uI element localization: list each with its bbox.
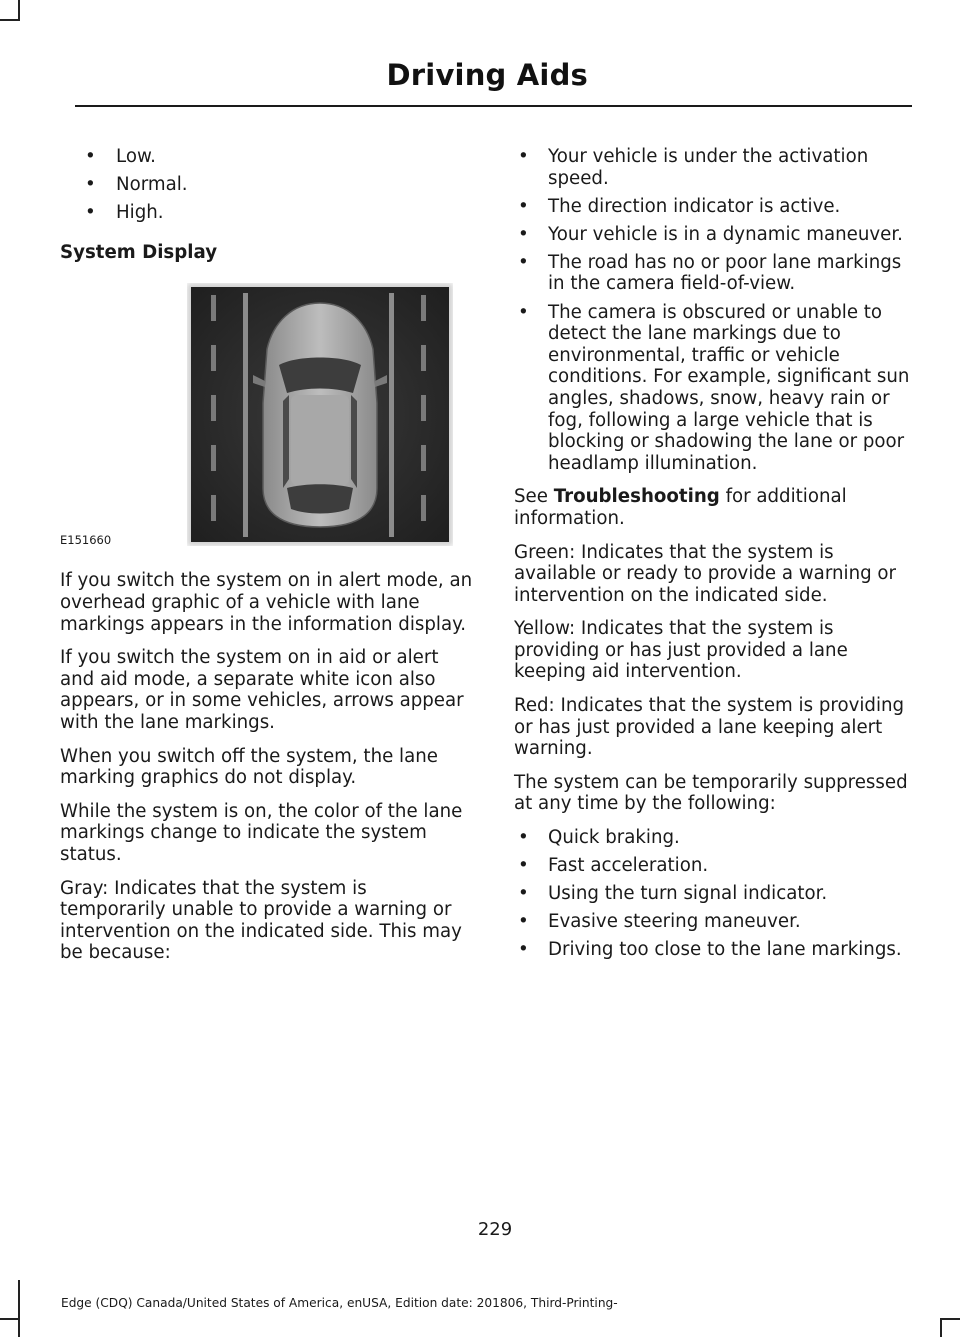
paragraph: Red: Indicates that the system is providing or has just provided a lane keeping alert warning.: [514, 695, 905, 760]
paragraph: If you switch the system on in alert mode, an overhead graphic of a vehicle with lane markings appears in the information display.: [60, 570, 473, 635]
crop-mark: [940, 1318, 942, 1337]
left-lane-line: [243, 293, 248, 537]
right-column: [514, 146, 910, 973]
edition-footer: Edge (CDQ) Canada/United States of America, enUSA, Edition date: 201806, Third-Printing-: [61, 1296, 618, 1310]
list-item: • Fast acceleration.: [514, 855, 910, 877]
page-section-title: Driving Aids: [386, 58, 588, 92]
left-column: [60, 146, 475, 976]
list-item: • Your vehicle is in a dynamic maneuver.: [514, 224, 910, 246]
list-item: • The direction indicator is active.: [514, 196, 910, 218]
troubleshooting-reference: Troubleshooting: [553, 486, 720, 508]
paragraph: Gray: Indicates that the system is temporarily unable to provide a warning or intervention on the indicated side. This may be because:: [60, 877, 462, 964]
paragraph: When you switch off the system, the lane marking graphics do not display.: [60, 745, 438, 789]
system-display-heading: System Display: [60, 241, 218, 263]
crop-mark: [0, 19, 20, 21]
paragraph: While the system is on, the color of the lane markings change to indicate the system status.: [60, 800, 463, 865]
sensitivity-list: [60, 146, 475, 224]
paragraph: Green: Indicates that the system is available or ready to provide a warning or intervention on the indicated side.: [514, 541, 897, 606]
paragraph: If you switch the system on in aid or alert and aid mode, a separate white icon also appears, or in some vehicles, arrows appear with the lane markings.: [60, 647, 464, 733]
list-item: • The camera is obscured or unable to detect the lane markings due to environmental, traffic or vehicle conditions. For example, significant sun angles, shadows, snow, heavy rain or fog, following a large vehicle that is blocking or shadowing the lane or poor headlamp illumination.: [514, 302, 910, 475]
figure: [60, 283, 475, 546]
list-item: • Driving too close to the lane markings.: [514, 939, 910, 961]
list-item: • Using the turn signal indicator.: [514, 883, 910, 905]
suppression-list: [514, 827, 910, 961]
vehicle-top-view: [253, 303, 387, 527]
list-item: • Low.: [60, 146, 475, 168]
see-suffix: for additional information.: [514, 486, 847, 529]
crop-mark: [18, 1280, 20, 1337]
list-item: • Quick braking.: [514, 827, 910, 849]
list-item: • The road has no or poor lane markings in the camera field-of-view.: [514, 252, 910, 295]
list-item: • Evasive steering maneuver.: [514, 911, 910, 933]
paragraph: Yellow: Indicates that the system is providing or has just provided a lane keeping aid intervention.: [514, 618, 848, 683]
see-also-paragraph: [514, 486, 910, 529]
see-prefix: See: [514, 486, 554, 508]
header-divider: [75, 105, 912, 107]
paragraph: The system can be temporarily suppressed at any time by the following:: [514, 771, 908, 815]
lane-display-illustration: [187, 283, 453, 546]
list-item: • Normal.: [60, 174, 475, 196]
list-item: • High.: [60, 202, 475, 224]
crop-mark: [940, 1318, 960, 1320]
figure-code: E151660: [60, 533, 112, 548]
crop-mark: [0, 1318, 20, 1320]
gray-reasons-list: [514, 146, 910, 474]
right-lane-line: [389, 293, 394, 537]
list-item: • Your vehicle is under the activation speed.: [514, 146, 910, 189]
page-number: 229: [477, 1219, 513, 1240]
crop-mark: [18, 0, 20, 20]
